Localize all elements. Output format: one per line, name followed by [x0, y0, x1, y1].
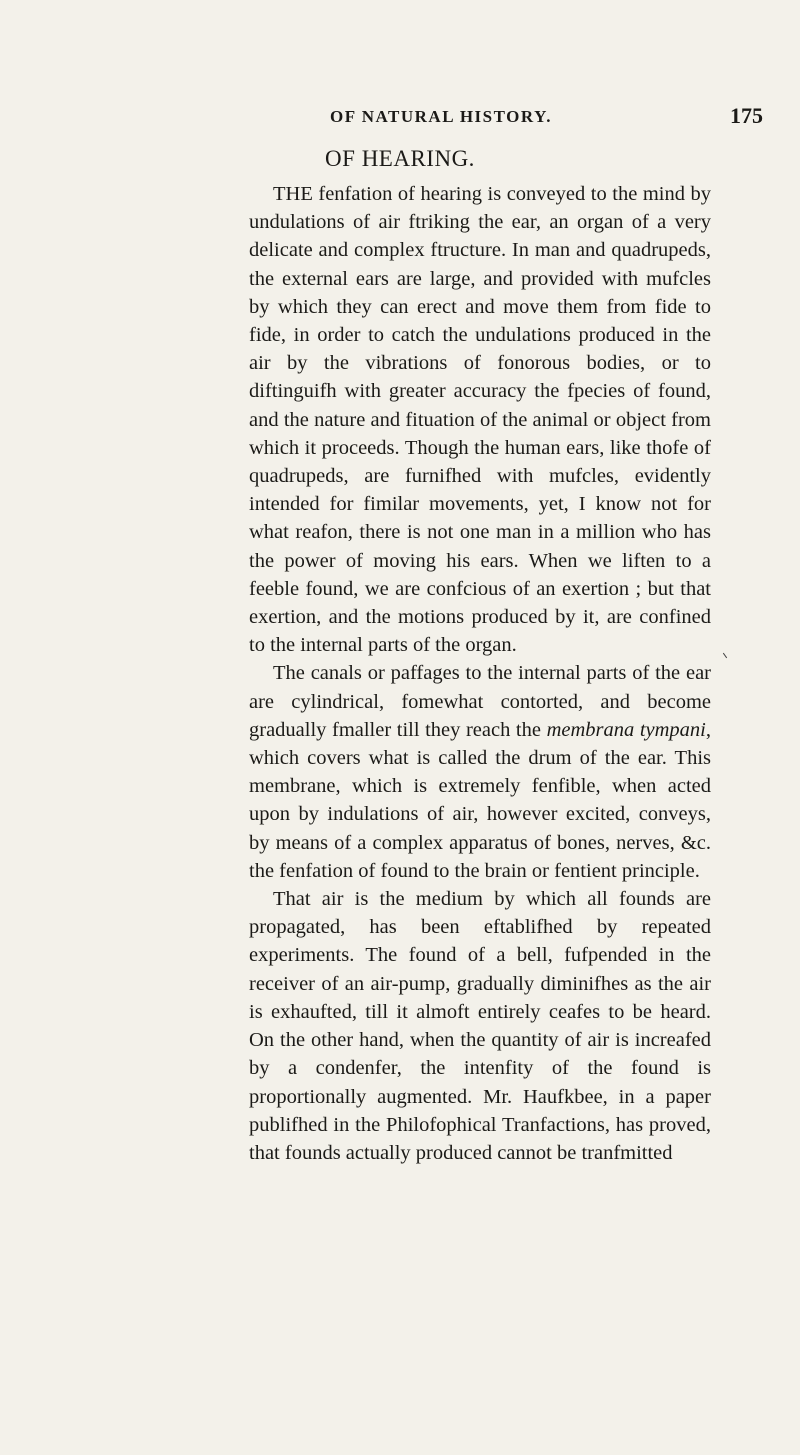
italic-term: membrana tympani: [546, 718, 706, 741]
section-title: OF HEARING.: [325, 146, 475, 171]
paragraph-3: That air is the medium by which all founds are propagated, has been eftablifhed by repeated experiments. The found of a bell, fufpended in the receiver of an air-pump, gradually diminifhes as the air is exhaufted, till it almoft entirely ceafes to be heard. On the other hand, when the quantity of air is increafed by a condenfer, the intenfity of the found is proportionally augmented. Mr. Haufkbee, in a paper publifhed in the Philofophical Tranfactions, has proved, that founds actually produced cannot be tranfmitted: [249, 888, 711, 1164]
running-head: OF NATURAL HISTORY.: [330, 107, 553, 126]
paragraph-1: THE fenfation of hearing is conveyed to the mind by undulations of air ftriking the ear, an organ of a very delicate and complex ftructure. In man and quadrupeds, the external ears are large, and provided with mufcles by which they can erect and move them from fide to fide, in order to catch the undulations produced in the air by the vibrations of fonorous bodies, or to diftinguifh with greater accuracy the fpecies of found, and the nature and fituation of the animal or object from which it proceeds. Though the human ears, like thofe of quadrupeds, are furnifhed with mufcles, evidently intended for fimilar movements, yet, I know not for what reafon, there is not one man in a million who has the power of moving his ears. When we liften to a feeble found, we are confcious of an exertion ; but that exertion, and the motions produced by it, are confined to the internal parts of the organ.: [249, 183, 711, 657]
margin-mark: [723, 653, 727, 658]
body-text: [249, 180, 711, 1167]
paragraph-2: The canals or paffages to the internal parts of the ear are cylindrical, fomewhat contorted, and become gradually fmaller till they reach the membrana tympani, which covers what is called the drum of the ear. This membrane, which is extremely fenfible, when acted upon by indulations of air, however excited, conveys, by means of a complex apparatus of bones, nerves, &c. the fenfation of found to the brain or fentient principle.: [249, 662, 711, 882]
page-number: 175: [730, 103, 763, 128]
